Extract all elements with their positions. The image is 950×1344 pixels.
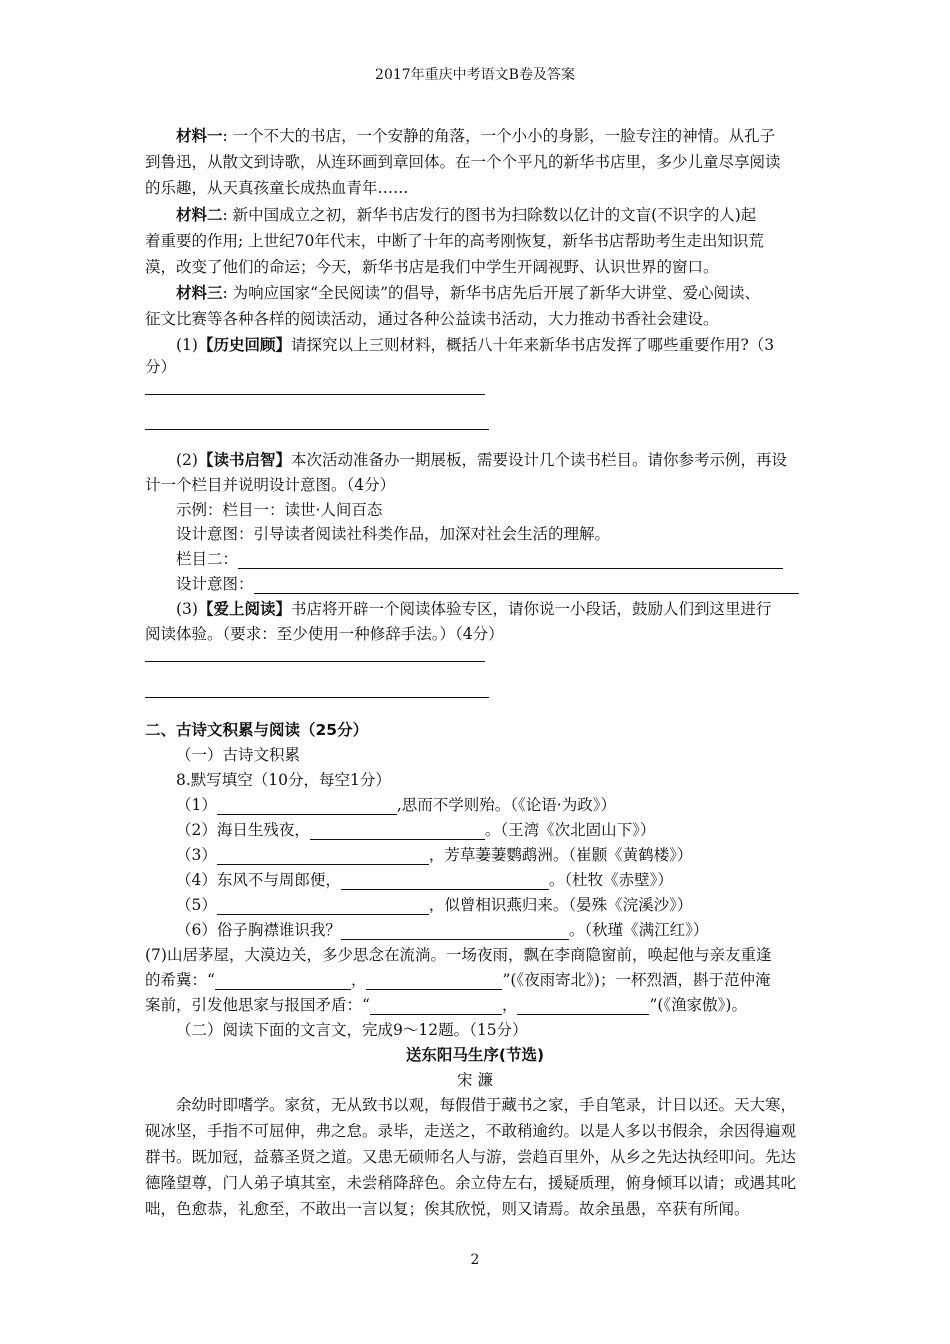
material-2-text: : 新中国成立之初，新华书店发行的图书为扫除数以亿计的文盲(不识字的人)起 [222,206,757,224]
fill-7-blank-b[interactable] [366,973,502,990]
fill-3 [176,843,692,865]
question-3-line-2: 阅读体验。（要求：至少使用一种修辞手法。）（4分） [145,625,504,643]
question-1-line-2: 分） [145,358,177,376]
fill-5-suffix: ，似曾相识燕归来。（晏殊《浣溪沙》） [428,896,693,914]
material-1-text: : 一个不大的书店，一个安静的角落，一个小小的身影，一脸专注的神情。从孔子 [222,127,776,145]
fill-2-suffix: 。（王湾《次北固山下》） [484,821,656,839]
fill-4 [176,868,673,890]
question-8-title: 8.默写填空（10分，每空1分） [176,771,391,789]
fill-7-prefix-a: 的希冀：“ [145,971,215,989]
essay-title: 送东阳马生序(节选) [405,1046,545,1064]
question-2-intent-2 [176,572,799,594]
material-1-line-2: 到鲁迅，从散文到诗歌，从连环画到章回体。在一个个平凡的新华书店里，多少儿童尽享阅读 [145,153,781,171]
question-2-line-2: 计一个栏目并说明设计意图。（4分） [145,476,396,494]
fill-4-blank[interactable] [341,873,549,890]
fill-4-prefix: （4）东风不与周郎便， [176,871,341,889]
question-3-tag: 【爱上阅读】 [197,600,291,618]
material-3-label: 材料三 [176,284,223,302]
essay-line-1: 余幼时即嗜学。家贫，无从致书以观，每假借于藏书之家，手自笔录，计日以还。天大寒， [176,1096,797,1114]
fill-3-suffix: ，芳草萋萋鹦鹉洲。（崔颢《黄鹤楼》） [428,846,693,864]
column-2-blank[interactable] [238,550,783,569]
section-2-title: 二、古诗文积累与阅读（25分） [145,721,369,739]
fill-7-line-1: (7)山居茅屋，大漠边关，多少思念在流淌。一场夜雨，飘在李商隐窗前，唤起他与亲友重逢 [145,946,772,964]
question-2-intent: 设计意图：引导读者阅读社科类作品，加深对社会生活的理解。 [176,525,611,543]
material-2-line-3: 漠，改变了他们的命运；今天，新华书店是我们中学生开阔视野、认识世界的窗口。 [145,258,719,276]
question-1-line-1 [176,333,774,355]
fill-7-line-3 [145,993,747,1015]
page-header: 2017年重庆中考语文B卷及答案 [375,67,575,83]
material-2-line-2: 着重要的作用; 上世纪70年代末，中断了十年的高考刚恢复，新华书店帮助考生走出知识荒 [145,232,764,250]
fill-7-suffix-a: ”(《夜雨寄北》)；一杯烈酒，斟于范仲淹 [502,971,771,989]
fill-6 [176,918,708,940]
fill-2-prefix: （2）海日生残夜， [176,821,310,839]
fill-5 [176,893,692,915]
fill-7-blank-d[interactable] [517,998,649,1015]
column-2-label: 栏目二： [176,550,239,568]
fill-7-comma-b: ， [501,996,518,1014]
question-1-text: 请探究以上三则材料，概括八十年来新华书店发挥了哪些重要作用?（3 [290,336,775,354]
question-1-tag: 【历史回顾】 [197,336,291,354]
fill-6-blank[interactable] [341,923,569,940]
essay-line-4: 德隆望尊，门人弟子填其室，未尝稍降辞色。余立侍左右，援疑质理，俯身倾耳以请；或遇其叱 [145,1174,797,1192]
answer-line-3b[interactable] [145,697,489,698]
material-1-line-3: 的乐趣，从天真孩童长成热血青年…… [145,179,409,197]
fill-6-suffix: 。（秋瑾《满江红》） [568,921,709,939]
fill-7-line-2 [145,968,770,990]
intent-2-blank[interactable] [254,575,799,594]
question-2-example: 示例：栏目一：读世·人间百态 [176,501,383,519]
material-2-label: 材料二 [176,206,223,224]
fill-3-prefix: （3） [176,846,217,864]
question-1-number: (1) [176,336,198,354]
fill-1-prefix: （1） [176,796,217,814]
fill-6-prefix: （6）俗子胸襟谁识我？ [176,921,341,939]
fill-7-comma-a: ， [350,971,367,989]
fill-5-prefix: （5） [176,896,217,914]
fill-7-blank-a[interactable] [215,973,351,990]
essay-line-3: 群书。既加冠，益慕圣贤之道。又患无硕师名人与游，尝趋百里外，从乡之先达执经叩问。先达 [145,1148,797,1166]
material-1-label: 材料一 [176,127,223,145]
question-2-line-1 [176,448,787,470]
fill-7-prefix-b: 案前，引发他思家与报国矛盾：“ [145,996,370,1014]
section-2-sub-2: （二）阅读下面的文言文，完成9～12题。（15分） [176,1021,528,1039]
question-3-text: 书店将开辟一个阅读体验专区，请你说一小段话，鼓励人们到这里进行 [290,600,772,618]
question-2-number: (2) [176,451,198,469]
question-3-number: (3) [176,600,198,618]
page-number: 2 [470,1252,480,1268]
essay-line-5: 咄，色愈恭，礼愈至，不敢出一言以复；俟其欣悦，则又请焉。故余虽愚，卒获有所闻。 [145,1200,750,1218]
question-2-tag: 【读书启智】 [197,451,291,469]
fill-1-blank[interactable] [217,798,397,815]
fill-5-blank[interactable] [217,898,429,915]
fill-7-suffix-b: ”(《渔家傲》)。 [649,996,747,1014]
section-2-sub-1: （一）古诗文积累 [176,746,301,764]
question-2-text: 本次活动准备办一期展板，需要设计几个读书栏目。请你参考示例，再设 [290,451,787,469]
fill-1 [176,793,616,815]
material-3-line-2: 征文比赛等各种各样的阅读活动，通过各种公益读书活动，大力推动书香社会建设。 [145,310,719,328]
answer-line-1a[interactable] [145,394,485,395]
answer-line-3a[interactable] [145,661,485,662]
fill-7-blank-c[interactable] [370,998,502,1015]
fill-2 [176,818,655,840]
essay-line-2: 砚冰坚，手指不可屈伸，弗之怠。录毕，走送之，不敢稍逾约。以是人多以书假余，余因得遍观 [145,1122,797,1140]
intent-2-label: 设计意图： [176,575,254,593]
answer-line-1b[interactable] [145,429,489,430]
fill-1-suffix: ,思而不学则殆。（《论语·为政》） [396,796,616,814]
question-3-line-1 [176,597,772,619]
material-1-line-1 [176,124,775,146]
fill-3-blank[interactable] [217,848,429,865]
fill-4-suffix: 。（杜牧《赤壁》） [548,871,673,889]
essay-author: 宋 濂 [457,1071,493,1089]
material-3-line-1 [176,281,760,303]
material-2-line-1 [176,203,756,225]
question-2-column-2 [176,547,783,569]
material-3-text: : 为响应国家“全民阅读”的倡导，新华书店先后开展了新华大讲堂、爱心阅读、 [222,284,761,302]
fill-2-blank[interactable] [310,823,485,840]
